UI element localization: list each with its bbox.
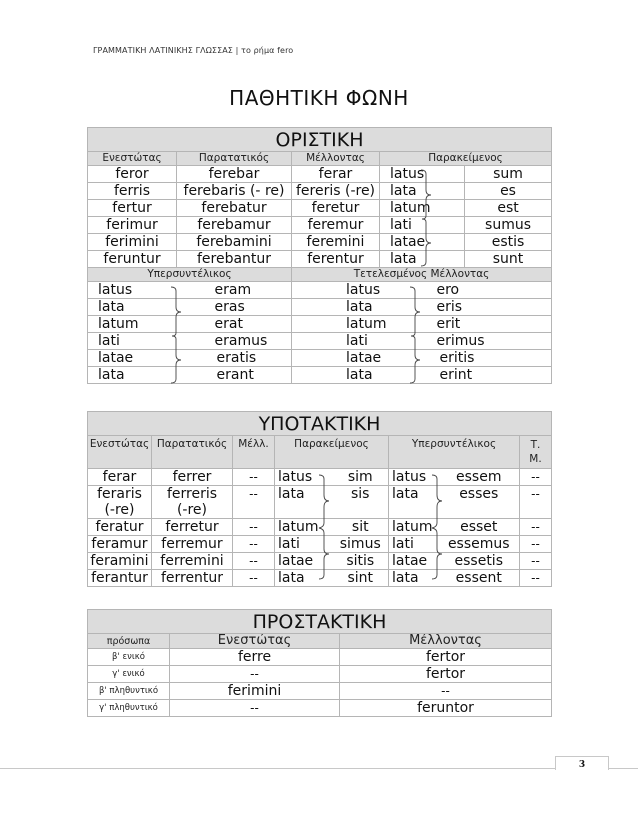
ind-perfect-aux-1: sum bbox=[465, 166, 552, 183]
ind-futperf-participle-6: lata bbox=[292, 367, 437, 384]
ind-perfect-aux-5: estis bbox=[465, 234, 552, 251]
imp-person-3: β' πληθυντικό bbox=[88, 683, 170, 700]
subj-present-6: ferantur bbox=[88, 570, 152, 587]
subj-futperf-6: -- bbox=[520, 570, 552, 587]
ind-future-1: ferar bbox=[292, 166, 380, 183]
subj-pluperfect-aux-5: essetis bbox=[439, 553, 520, 570]
subj-pluperfect-aux-3: esset bbox=[439, 519, 520, 536]
subj-futperf-3: -- bbox=[520, 519, 552, 536]
imp-future-1: fertor bbox=[340, 649, 552, 666]
indicative-table bbox=[87, 127, 552, 384]
subj-futperf-5: -- bbox=[520, 553, 552, 570]
subj-perfect-aux-6: sint bbox=[333, 570, 389, 587]
subj-pluperfect-aux-1: essem bbox=[439, 469, 520, 486]
subj-perfect-aux-5: sitis bbox=[333, 553, 389, 570]
header-future-perfect: Τετελεσμένος Μέλλοντας bbox=[292, 268, 552, 282]
subj-imperfect-5: ferremini bbox=[152, 553, 233, 570]
ind-present-3: fertur bbox=[88, 200, 177, 217]
imp-present-2: -- bbox=[170, 666, 340, 683]
subj-pluperfect-participle-2: lata bbox=[389, 486, 439, 519]
ind-future-4: feremur bbox=[292, 217, 380, 234]
imp-present-4: -- bbox=[170, 700, 340, 717]
ind-perfect-aux-2: es bbox=[465, 183, 552, 200]
subj-pluperfect-participle-5: latae bbox=[389, 553, 439, 570]
header-future: Μέλλ. bbox=[233, 436, 275, 469]
imp-person-4: γ' πληθυντικό bbox=[88, 700, 170, 717]
ind-pluperfect-aux-2: eras bbox=[205, 299, 292, 316]
subj-pluperfect-participle-1: latus bbox=[389, 469, 439, 486]
ind-pluperfect-participle-5: latae bbox=[88, 350, 205, 367]
subj-imperfect-4: ferremur bbox=[152, 536, 233, 553]
subj-imperfect-2: ferreris (-re) bbox=[152, 486, 233, 519]
ind-pluperfect-aux-4: eramus bbox=[205, 333, 292, 350]
header-present: Ενεστώτας bbox=[88, 436, 152, 469]
subj-perfect-participle-4: lati bbox=[275, 536, 333, 553]
ind-futperf-aux-5: eritis bbox=[437, 350, 552, 367]
ind-futperf-aux-1: ero bbox=[437, 282, 552, 299]
subjunctive-title: ΥΠΟΤΑΚΤΙΚΗ bbox=[88, 412, 552, 436]
header-perfect: Παρακείμενος bbox=[380, 152, 552, 166]
header-future-perfect: Τ. Μ. bbox=[520, 436, 552, 469]
subj-pluperfect-aux-6: essent bbox=[439, 570, 520, 587]
footer-rule bbox=[0, 768, 638, 769]
subj-pluperfect-aux-2: esses bbox=[439, 486, 520, 519]
ind-futperf-aux-4: erimus bbox=[437, 333, 552, 350]
ind-pluperfect-aux-3: erat bbox=[205, 316, 292, 333]
subj-perfect-aux-4: simus bbox=[333, 536, 389, 553]
ind-pluperfect-participle-3: latum bbox=[88, 316, 205, 333]
ind-futperf-aux-6: erint bbox=[437, 367, 552, 384]
subj-perfect-participle-2: lata bbox=[275, 486, 333, 519]
ind-present-4: ferimur bbox=[88, 217, 177, 234]
subj-futperf-4: -- bbox=[520, 536, 552, 553]
page-number: 3 bbox=[555, 756, 609, 770]
header-pluperfect: Υπερσυντέλικος bbox=[389, 436, 520, 469]
ind-futperf-participle-5: latae bbox=[292, 350, 437, 367]
ind-pluperfect-aux-6: erant bbox=[205, 367, 292, 384]
ind-perfect-aux-4: sumus bbox=[465, 217, 552, 234]
ind-imperfect-5: ferebamini bbox=[177, 234, 292, 251]
indicative-title: ΟΡΙΣΤΙΚΗ bbox=[88, 128, 552, 152]
ind-perfect-participle-6: lata bbox=[380, 251, 465, 268]
running-head: ΓΡΑΜΜΑΤΙΚΗ ΛΑΤΙΝΙΚΗΣ ΓΛΩΣΣΑΣ | το ρήμα fero bbox=[93, 46, 294, 55]
header-person: πρόσωπα bbox=[88, 634, 170, 649]
subj-future-4: -- bbox=[233, 536, 275, 553]
subj-present-3: feratur bbox=[88, 519, 152, 536]
imp-future-2: fertor bbox=[340, 666, 552, 683]
subj-pluperfect-participle-4: lati bbox=[389, 536, 439, 553]
imp-person-1: β' ενικό bbox=[88, 649, 170, 666]
subj-perfect-aux-3: sit bbox=[333, 519, 389, 536]
ind-imperfect-4: ferebamur bbox=[177, 217, 292, 234]
subj-future-1: -- bbox=[233, 469, 275, 486]
subj-perfect-participle-6: lata bbox=[275, 570, 333, 587]
ind-pluperfect-participle-4: lati bbox=[88, 333, 205, 350]
ind-futperf-aux-3: erit bbox=[437, 316, 552, 333]
imperative-title: ΠΡΟΣΤΑΚΤΙΚΗ bbox=[88, 610, 552, 634]
ind-pluperfect-participle-6: lata bbox=[88, 367, 205, 384]
subj-futperf-1: -- bbox=[520, 469, 552, 486]
subj-future-5: -- bbox=[233, 553, 275, 570]
ind-futperf-participle-2: lata bbox=[292, 299, 437, 316]
subj-pluperfect-participle-3: latum bbox=[389, 519, 439, 536]
subj-imperfect-3: ferretur bbox=[152, 519, 233, 536]
subj-perfect-participle-3: latum bbox=[275, 519, 333, 536]
ind-pluperfect-aux-5: eratis bbox=[205, 350, 292, 367]
ind-present-2: ferris bbox=[88, 183, 177, 200]
subj-perfect-aux-2: sis bbox=[333, 486, 389, 519]
ind-perfect-participle-3: latum bbox=[380, 200, 465, 217]
subj-future-2: -- bbox=[233, 486, 275, 519]
subj-future-3: -- bbox=[233, 519, 275, 536]
header-perfect: Παρακείμενος bbox=[275, 436, 389, 469]
header-future: Μέλλοντας bbox=[292, 152, 380, 166]
header-imperfect: Παρατατικός bbox=[177, 152, 292, 166]
imp-person-2: γ' ενικό bbox=[88, 666, 170, 683]
subj-present-2: feraris (-re) bbox=[88, 486, 152, 519]
ind-pluperfect-participle-1: latus bbox=[88, 282, 205, 299]
imp-present-3: ferimini bbox=[170, 683, 340, 700]
header-future: Μέλλοντας bbox=[340, 634, 552, 649]
subj-pluperfect-aux-4: essemus bbox=[439, 536, 520, 553]
subj-future-6: -- bbox=[233, 570, 275, 587]
subj-imperfect-1: ferrer bbox=[152, 469, 233, 486]
ind-imperfect-6: ferebantur bbox=[177, 251, 292, 268]
ind-pluperfect-participle-2: lata bbox=[88, 299, 205, 316]
subj-present-4: feramur bbox=[88, 536, 152, 553]
ind-imperfect-2: ferebaris (- re) bbox=[177, 183, 292, 200]
ind-future-3: feretur bbox=[292, 200, 380, 217]
ind-futperf-participle-4: lati bbox=[292, 333, 437, 350]
subj-pluperfect-participle-6: lata bbox=[389, 570, 439, 587]
ind-perfect-aux-3: est bbox=[465, 200, 552, 217]
subjunctive-table bbox=[87, 411, 552, 587]
ind-futperf-participle-3: latum bbox=[292, 316, 437, 333]
ind-present-5: ferimini bbox=[88, 234, 177, 251]
header-imperfect: Παρατατικός bbox=[152, 436, 233, 469]
header-present: Ενεστώτας bbox=[170, 634, 340, 649]
ind-imperfect-1: ferebar bbox=[177, 166, 292, 183]
ind-perfect-participle-2: lata bbox=[380, 183, 465, 200]
subj-futperf-2: -- bbox=[520, 486, 552, 519]
subj-present-5: feramini bbox=[88, 553, 152, 570]
imp-future-3: -- bbox=[340, 683, 552, 700]
ind-future-2: fereris (-re) bbox=[292, 183, 380, 200]
ind-present-1: feror bbox=[88, 166, 177, 183]
ind-future-5: feremini bbox=[292, 234, 380, 251]
imp-future-4: feruntor bbox=[340, 700, 552, 717]
header-pluperfect: Υπερσυντέλικος bbox=[88, 268, 292, 282]
subj-perfect-participle-5: latae bbox=[275, 553, 333, 570]
page-title: ΠΑΘΗΤΙΚΗ ΦΩΝΗ bbox=[229, 86, 409, 110]
header-present: Ενεστώτας bbox=[88, 152, 177, 166]
ind-futperf-aux-2: eris bbox=[437, 299, 552, 316]
ind-perfect-participle-4: lati bbox=[380, 217, 465, 234]
ind-perfect-aux-6: sunt bbox=[465, 251, 552, 268]
imperative-table bbox=[87, 609, 552, 717]
ind-present-6: feruntur bbox=[88, 251, 177, 268]
subj-imperfect-6: ferrentur bbox=[152, 570, 233, 587]
ind-future-6: ferentur bbox=[292, 251, 380, 268]
ind-futperf-participle-1: latus bbox=[292, 282, 437, 299]
subj-present-1: ferar bbox=[88, 469, 152, 486]
ind-imperfect-3: ferebatur bbox=[177, 200, 292, 217]
ind-perfect-participle-5: latae bbox=[380, 234, 465, 251]
ind-pluperfect-aux-1: eram bbox=[205, 282, 292, 299]
imp-present-1: ferre bbox=[170, 649, 340, 666]
ind-perfect-participle-1: latus bbox=[380, 166, 465, 183]
subj-perfect-aux-1: sim bbox=[333, 469, 389, 486]
subj-perfect-participle-1: latus bbox=[275, 469, 333, 486]
